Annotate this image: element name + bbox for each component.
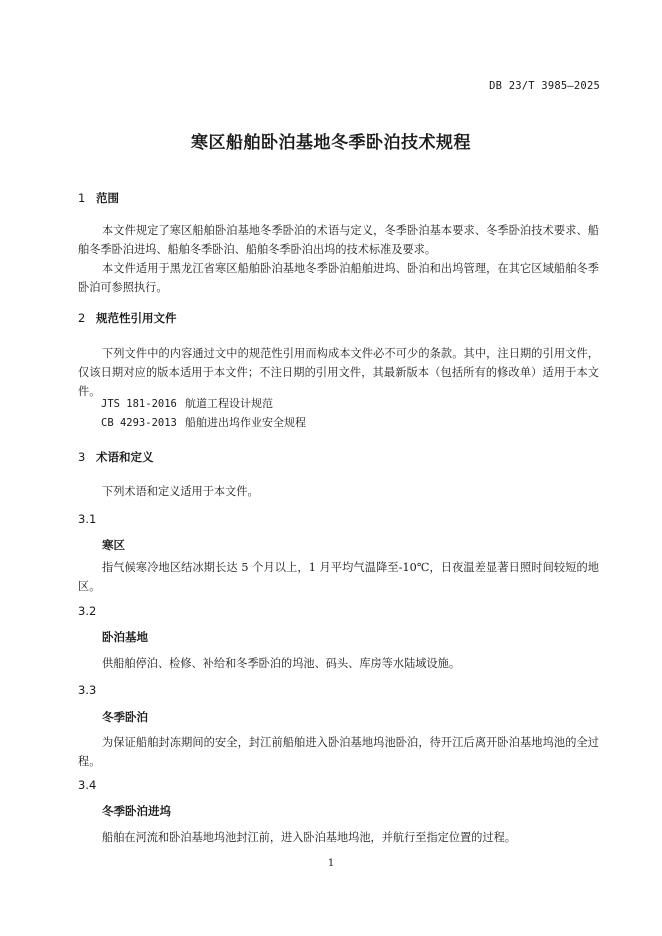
term-definition: 供船舶停泊、检修、补给和冬季卧泊的坞池、码头、库房等水陆域设施。 xyxy=(102,657,461,670)
section-1-number: 1 xyxy=(78,191,86,205)
section-1-paragraph-2: 本文件适用于黑龙江省寒区船舶卧泊基地冬季卧泊船舶进坞、卧泊和出坞管理，在其它区域船舶冬季卧泊可参照执行。 xyxy=(78,262,599,294)
page-number: 1 xyxy=(327,858,335,869)
term-definition: 船舶在河流和卧泊基地坞池封江前，进入卧泊基地坞池，并航行至指定位置的过程。 xyxy=(102,831,516,844)
section-3-heading xyxy=(78,449,154,465)
section-2-paragraph-1: 下列文件中的内容通过文中的规范性引用而构成本文件必不可少的条款。其中，注日期的引用文件，仅该日期对应的版本适用于本文件；不注日期的引用文件，其最新版本（包括所有的修改单）适用于本文件。 xyxy=(78,347,599,398)
clause-number: 3.4 xyxy=(78,778,97,792)
reference-item xyxy=(101,414,306,430)
section-3-number: 3 xyxy=(78,450,86,464)
section-1-heading xyxy=(78,190,119,206)
term-name: 冬季卧泊 xyxy=(102,710,148,724)
reference-title: 航道工程设计规范 xyxy=(185,397,273,410)
section-3-intro: 下列术语和定义适用于本文件。 xyxy=(102,485,259,498)
clause-number: 3.3 xyxy=(78,683,97,697)
clause-number: 3.2 xyxy=(78,604,97,618)
standard-number: DB 23/T 3985—2025 xyxy=(489,80,600,92)
reference-code: JTS 181-2016 xyxy=(101,398,177,410)
reference-item xyxy=(101,395,273,411)
reference-code: CB 4293-2013 xyxy=(101,417,177,429)
term-name: 冬季卧泊进坞 xyxy=(102,804,171,818)
section-3-title: 术语和定义 xyxy=(96,450,154,464)
term-name: 卧泊基地 xyxy=(102,630,148,644)
section-2-title: 规范性引用文件 xyxy=(96,311,177,325)
reference-title: 船舶进出坞作业安全规程 xyxy=(185,416,306,429)
section-1-paragraph-1: 本文件规定了寒区船舶卧泊基地冬季卧泊的术语与定义，冬季卧泊基本要求、冬季卧泊技术要求、船舶冬季卧泊进坞、船舶冬季卧泊、船舶冬季卧泊出坞的技术标准及要求。 xyxy=(78,224,599,256)
clause-number: 3.1 xyxy=(78,512,97,526)
term-definition: 为保证船舶封冻期间的安全，封江前船舶进入卧泊基地坞池卧泊，待开江后离开卧泊基地坞池的全过程。 xyxy=(78,736,599,768)
section-2-number: 2 xyxy=(78,311,86,325)
document-title: 寒区船舶卧泊基地冬季卧泊技术规程 xyxy=(191,133,471,153)
term-definition: 指气候寒冷地区结冰期长达 5 个月以上，1 月平均气温降至-10℃，日夜温差显著日照时间较短的地区。 xyxy=(78,561,599,593)
section-2-heading xyxy=(78,310,177,326)
section-1-title: 范围 xyxy=(96,191,119,205)
term-name: 寒区 xyxy=(102,538,125,552)
